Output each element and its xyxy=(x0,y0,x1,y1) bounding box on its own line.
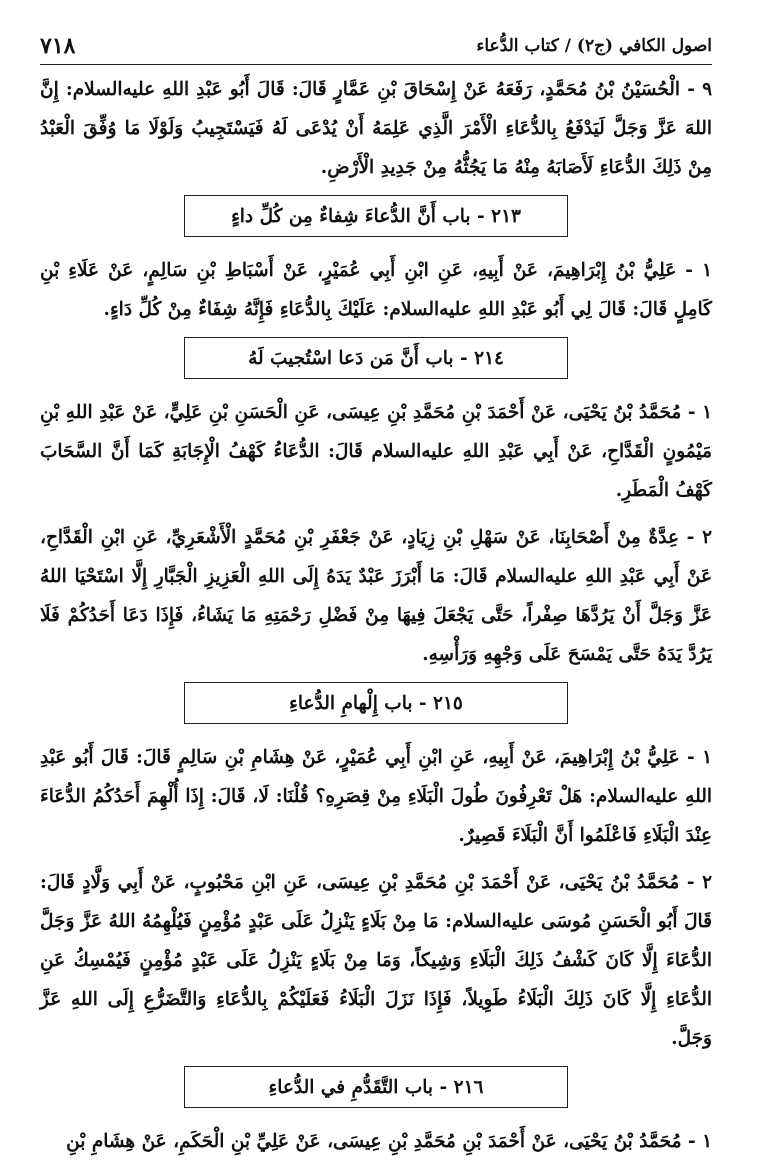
page-body xyxy=(40,70,712,1169)
hadith-paragraph: ١ - مُحَمَّدُ بْنُ يَحْيَى، عَنْ أَحْمَدَ بْنِ مُحَمَّدِ بْنِ عِيسَى، عَنْ عَلِيِّ بْنِ الْحَكَمِ، عَنْ هِشَامِ بْنِ xyxy=(66,1131,712,1152)
chapter-heading: ٢١٣ - باب أَنَّ الدُّعاءَ شِفاءٌ مِن كُلِّ داءٍ xyxy=(184,195,568,237)
page-number: ٧١٨ xyxy=(40,33,76,59)
page-header xyxy=(40,28,712,65)
running-title: اصول الكافي (ج٢) / كتاب الدُّعاء xyxy=(476,36,712,56)
hadith-paragraph: ٩ - الْحُسَيْنُ بْنُ مُحَمَّدٍ، رَفَعَهُ عَنْ إِسْحَاقَ بْنِ عَمَّارٍ قَالَ: قَالَ أَبُو عَبْدِ اللهِ عليه‌السلام: إِنَّ اللهَ عَزَّ وَجَلَّ لَيَدْفَعُ بِالدُّعَاءِ الْأَمْرَ الَّذِي عَلِمَهُ أَنْ يُدْعَى لَهُ فَيَسْتَجِيبُ وَلَوْلَا مَا وُفِّقَ الْعَبْدُ مِنْ ذَلِكَ الدُّعَاءِ لَأَصَابَهُ مِنْهُ مَا يَجُثُّهُ مِنْ جَدِيدِ الْأَرْضِ. xyxy=(40,79,712,178)
chapter-heading: ٢١٦ - باب التَّقَدُّمِ في الدُّعاءِ xyxy=(184,1066,568,1108)
chapter-heading: ٢١٥ - باب إِلْهامِ الدُّعاءِ xyxy=(184,682,568,724)
hadith-paragraph: ١ - مُحَمَّدُ بْنُ يَحْيَى، عَنْ أَحْمَدَ بْنِ مُحَمَّدِ بْنِ عِيسَى، عَنِ الْحَسَنِ بْنِ عَلِيٍّ، عَنْ عَبْدِ اللهِ بْنِ مَيْمُونٍ الْقَدَّاحِ، عَنْ أَبِي عَبْدِ اللهِ عليه‌السلام قَالَ: الدُّعَاءُ كَهْفُ الْإِجَابَةِ كَمَا أَنَّ السَّحَابَ كَهْفُ الْمَطَرِ. xyxy=(40,402,712,501)
hadith-paragraph: ٢ - عِدَّةٌ مِنْ أَصْحَابِنَا، عَنْ سَهْلِ بْنِ زِيَادٍ، عَنْ جَعْفَرِ بْنِ مُحَمَّدٍ الْأَشْعَرِيِّ، عَنِ ابْنِ الْقَدَّاحِ، عَنْ أَبِي عَبْدِ اللهِ عليه‌السلام قَالَ: مَا أَبْرَزَ عَبْدٌ يَدَهُ إِلَى اللهِ الْعَزِيزِ الْجَبَّارِ إِلَّا اسْتَحْيَا اللهُ عَزَّ وَجَلَّ أَنْ يَرُدَّهَا صِفْراً، حَتَّى يَجْعَلَ فِيهَا مِنْ فَضْلِ رَحْمَتِهِ مَا يَشَاءُ، فَإِذَا دَعَا أَحَدُكُمْ فَلَا يَرُدَّ يَدَهُ حَتَّى يَمْسَحَ عَلَى وَجْهِهِ وَرَأْسِهِ. xyxy=(40,527,712,665)
hadith-paragraph: ٢ - مُحَمَّدُ بْنُ يَحْيَى، عَنْ أَحْمَدَ بْنِ مُحَمَّدِ بْنِ عِيسَى، عَنِ ابْنِ مَحْبُوبٍ، عَنْ أَبِي وَلَّادٍ قَالَ: قَالَ أَبُو الْحَسَنِ مُوسَى عليه‌السلام: مَا مِنْ بَلَاءٍ يَنْزِلُ عَلَى عَبْدٍ مُؤْمِنٍ فَيُلْهِمُهُ اللهُ عَزَّ وَجَلَّ الدُّعَاءَ إِلَّا كَانَ كَشْفُ ذَلِكَ الْبَلَاءِ وَشِيكاً، وَمَا مِنْ بَلَاءٍ يَنْزِلُ عَلَى عَبْدٍ مُؤْمِنٍ فَيُمْسِكُ عَنِ الدُّعَاءِ إِلَّا كَانَ ذَلِكَ الْبَلَاءُ طَوِيلاً، فَإِذَا نَزَلَ الْبَلَاءُ فَعَلَيْكُمْ بِالدُّعَاءِ وَالتَّضَرُّعِ إِلَى اللهِ عَزَّ وَجَلَّ. xyxy=(40,872,712,1049)
hadith-paragraph: ١ - عَلِيُّ بْنُ إِبْرَاهِيمَ، عَنْ أَبِيهِ، عَنِ ابْنِ أَبِي عُمَيْرٍ، عَنْ أَسْبَاطِ بْنِ سَالِمٍ، عَنْ عَلَاءِ بْنِ كَامِلٍ قَالَ: قَالَ لِي أَبُو عَبْدِ اللهِ عليه‌السلام: عَلَيْكَ بِالدُّعَاءِ فَإِنَّهُ شِفَاءٌ مِنْ كُلِّ دَاءٍ. xyxy=(40,260,712,320)
hadith-paragraph: ١ - عَلِيُّ بْنُ إِبْرَاهِيمَ، عَنْ أَبِيهِ، عَنِ ابْنِ أَبِي عُمَيْرٍ، عَنْ هِشَامِ بْنِ سَالِمٍ قَالَ: قَالَ أَبُو عَبْدِ اللهِ عليه‌السلام: هَلْ تَعْرِفُونَ طُولَ الْبَلَاءِ مِنْ قِصَرِهِ؟ قُلْنَا: لَا، قَالَ: إِذَا أُلْهِمَ أَحَدُكُمُ الدُّعَاءَ عِنْدَ الْبَلَاءِ فَاعْلَمُوا أَنَّ الْبَلَاءَ قَصِيرٌ. xyxy=(40,747,712,846)
chapter-heading: ٢١٤ - باب أَنَّ مَن دَعا اسْتُجيبَ لَهُ xyxy=(184,337,568,379)
